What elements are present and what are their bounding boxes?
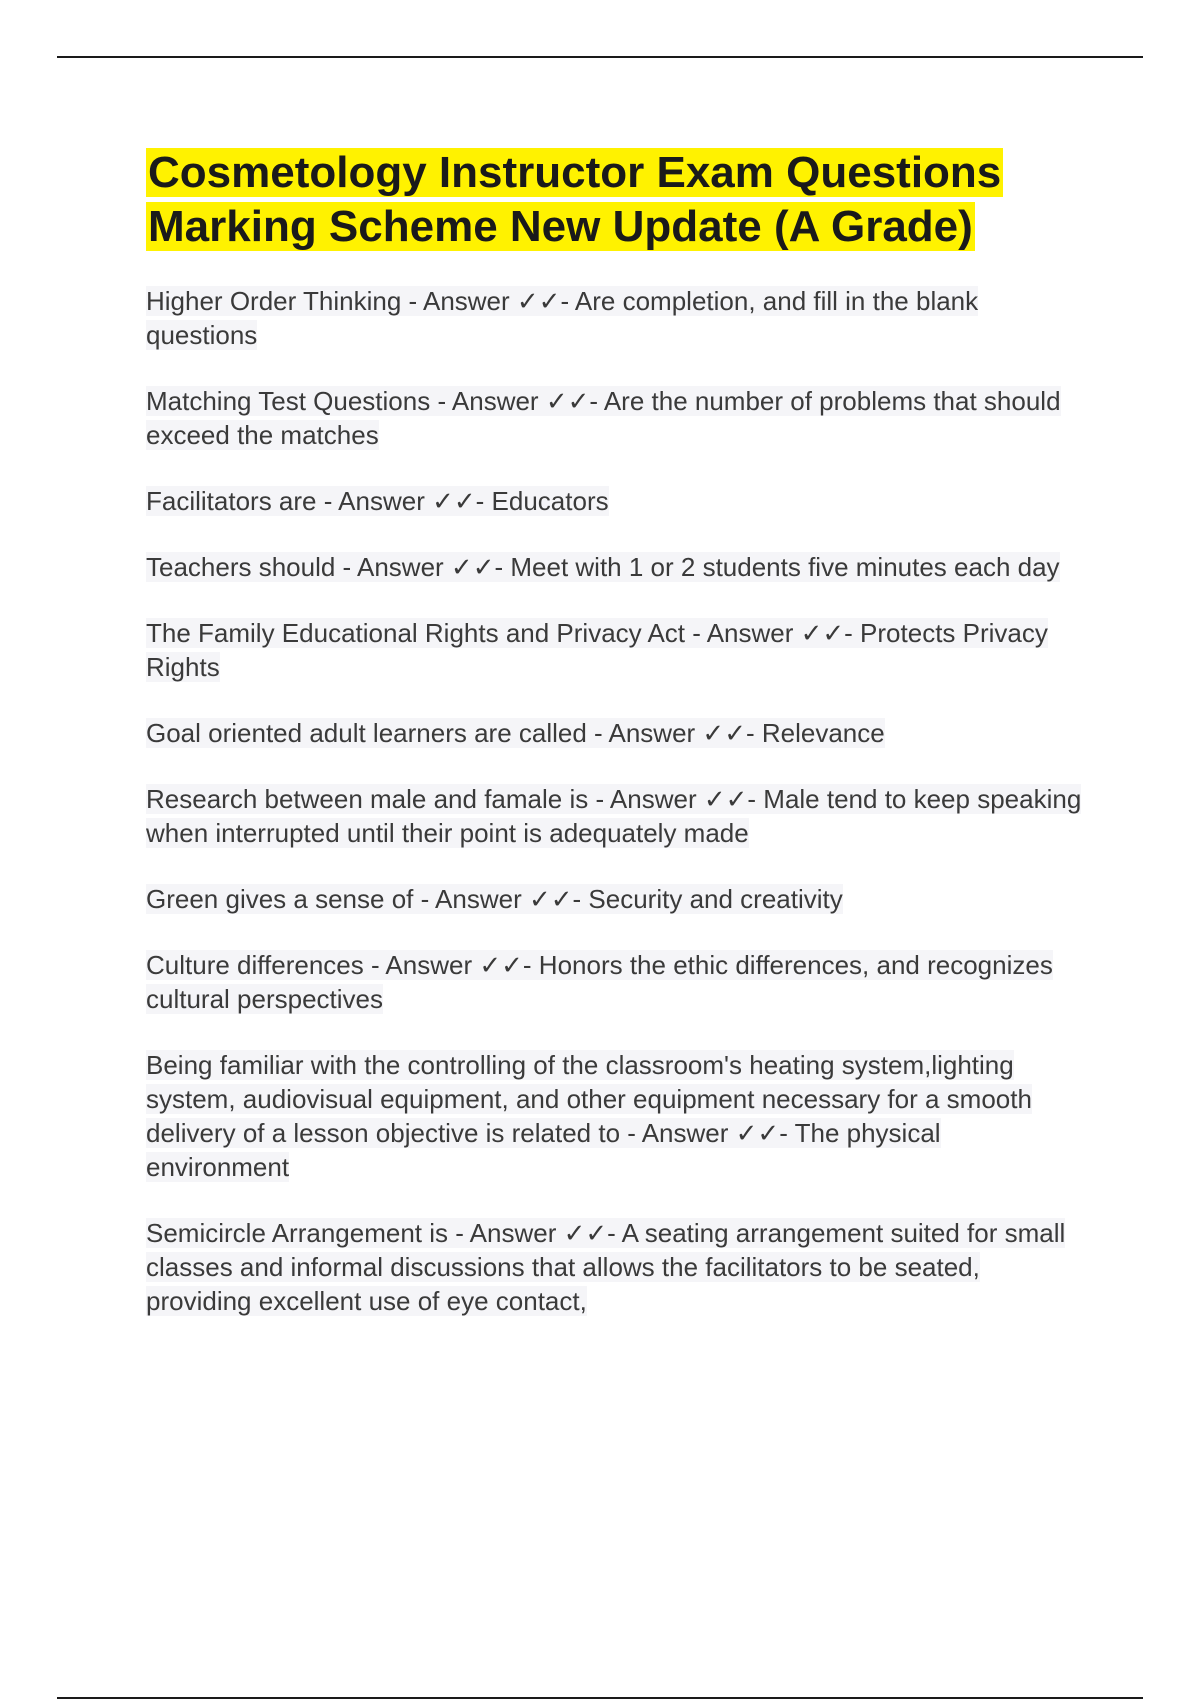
qa-item [146,616,1086,684]
document-title [146,146,1086,254]
document-body [146,146,1086,1350]
qa-item [146,716,1086,750]
qa-text: Being familiar with the controlling of the classroom's heating system,lighting system, audiovisual equipment, and other equipment necessary for a smooth delivery of a lesson objective is related to - Answer ✓✓- The physical environment [146,1050,1032,1182]
qa-text: Higher Order Thinking - Answer ✓✓- Are completion, and fill in the blank questions [146,286,979,350]
qa-text: Matching Test Questions - Answer ✓✓- Are the number of problems that should exceed the matches [146,386,1061,450]
qa-item [146,384,1086,452]
qa-text: Semicircle Arrangement is - Answer ✓✓- A seating arrangement suited for small classes and informal discussions that allows the facilitators to be seated, providing excellent use of eye contact, [146,1218,1066,1316]
qa-text: Research between male and famale is - Answer ✓✓- Male tend to keep speaking when interrupted until their point is adequately made [146,784,1082,848]
qa-text: The Family Educational Rights and Privacy Act - Answer ✓✓- Protects Privacy Rights [146,618,1048,682]
qa-text: Culture differences - Answer ✓✓- Honors the ethic differences, and recognizes cultural perspectives [146,950,1053,1014]
top-rule [57,56,1143,58]
bottom-rule [57,1697,1143,1699]
title-highlight: Cosmetology Instructor Exam Questions Marking Scheme New Update (A Grade) [148,148,1002,251]
qa-item [146,550,1086,584]
qa-item [146,284,1086,352]
qa-item [146,484,1086,518]
qa-text: Facilitators are - Answer ✓✓- Educators [146,486,609,516]
qa-item [146,948,1086,1016]
qa-list [146,284,1086,1318]
qa-text: Teachers should - Answer ✓✓- Meet with 1 or 2 students five minutes each day [146,552,1060,582]
qa-item [146,782,1086,850]
qa-item [146,1048,1086,1184]
qa-text: Green gives a sense of - Answer ✓✓- Security and creativity [146,884,843,914]
qa-text: Goal oriented adult learners are called - Answer ✓✓- Relevance [146,718,885,748]
qa-item [146,1216,1086,1318]
qa-item [146,882,1086,916]
